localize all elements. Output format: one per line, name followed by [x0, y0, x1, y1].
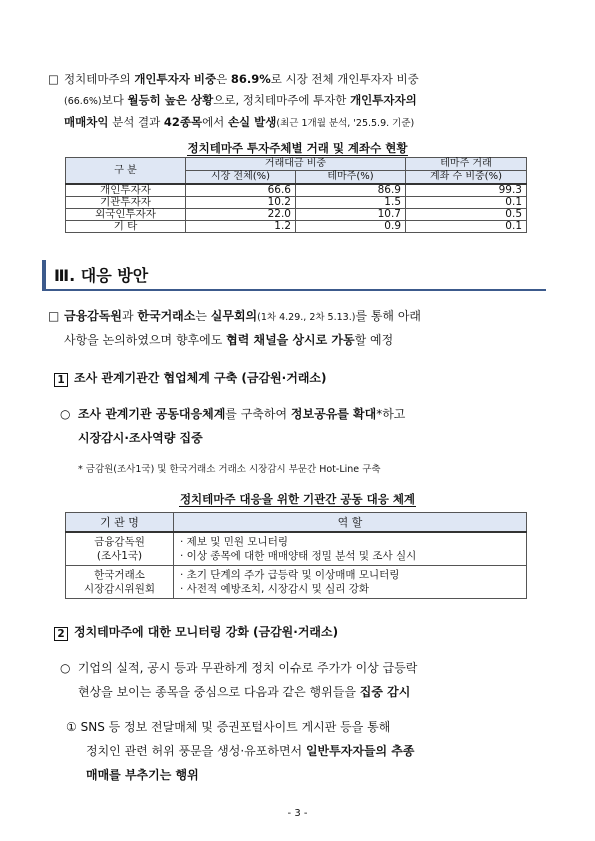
item2-body: ○ 기업의 실적, 공시 등과 무관하게 정치 이슈로 주가가 이상 급등락 현상을 보이는 종목을 중심으로 다음과 같은 행위들을 집중 감시 [60, 661, 418, 699]
header-category: 구 분 [66, 158, 186, 185]
item2-heading: 2 정치테마주에 대한 모니터링 강화 (금감원·거래소) [54, 622, 566, 643]
header-market: 시장 전체(%) [186, 171, 296, 185]
paragraph-investor-share: □ 정치테마주의 개인투자자 비중은 86.9%로 시장 전체 개인투자자 비중 (66.6%)보다 월등히 높은 상황으로, 정치테마주에 투자한 개인투자자의 매매차익 분석 결과 42종목에서 손실 발생(최근 1개월 분석, '25.5.9. 기준) [48, 72, 419, 129]
table-row: 외국인투자자 22.0 10.7 0.5 [66, 209, 527, 221]
agency-roles-table [65, 512, 527, 599]
header-org: 기 관 명 [66, 513, 174, 532]
header-accounts-1: 테마주 거래 [406, 158, 527, 171]
table-row: 개인투자자 66.6 86.9 99.3 [66, 184, 527, 197]
footnote: * 금감원(조사1국) 및 한국거래소 거래소 시장감시 부문간 Hot-Line 구축 [78, 464, 381, 475]
table2-caption: 정치테마주 대응을 위한 기관간 공동 대응 체계 [179, 492, 416, 506]
item-number-box: 2 [54, 627, 68, 641]
paragraph-agency-meeting: □ 금융감독원과 한국거래소는 실무회의(1차 4.29., 2차 5.13.)를 통해 아래 사항을 논의하였으며 향후에도 협력 채널을 상시로 가동할 예정 [48, 309, 422, 347]
table-row: 기관투자자 10.2 1.5 0.1 [66, 197, 527, 209]
table1-caption: 정치테마주 투자주체별 거래 및 계좌수 현황 [187, 141, 408, 155]
header-accounts-2: 계좌 수 비중(%) [406, 171, 527, 185]
header-theme: 테마주(%) [296, 171, 406, 185]
item-number-box: 1 [54, 373, 68, 387]
header-role: 역 할 [174, 513, 527, 532]
table-row: 한국거래소 시장감시위원회 · 초기 단계의 주가 급등락 및 이상매매 모니터링 · 사전적 예방조치, 시장감시 및 심리 강화 [66, 565, 527, 598]
item1-body: ○ 조사 관계기관 공동대응체계를 구축하여 정보공유를 확대*하고 시장감시·조사역량 집중 [60, 407, 406, 445]
section-title: Ⅲ. 대응 방안 [54, 266, 149, 285]
investor-trade-table [65, 157, 527, 233]
table-row: 금융감독원 (조사1국) · 제보 및 민원 모니터링 · 이상 종목에 대한 매매양태 정밀 분석 및 조사 실시 [66, 532, 527, 566]
section-accent-bar [42, 260, 46, 289]
item1-heading: 1 조사 관계기관간 협업체계 구축 (금감원·거래소) [54, 368, 566, 389]
table-row: 기 타 1.2 0.9 0.1 [66, 221, 527, 233]
page-number: - 3 - [287, 808, 308, 819]
header-trade-share: 거래대금 비중 [186, 158, 406, 171]
item2-sub-body: ① SNS 등 정보 전달매체 및 증권포털사이트 게시판 등을 통해 정치인 관련 허위 풍문을 생성·유포하면서 일반투자자들의 추종 매매를 부추기는 행위 [66, 720, 415, 782]
section-heading [42, 260, 546, 291]
